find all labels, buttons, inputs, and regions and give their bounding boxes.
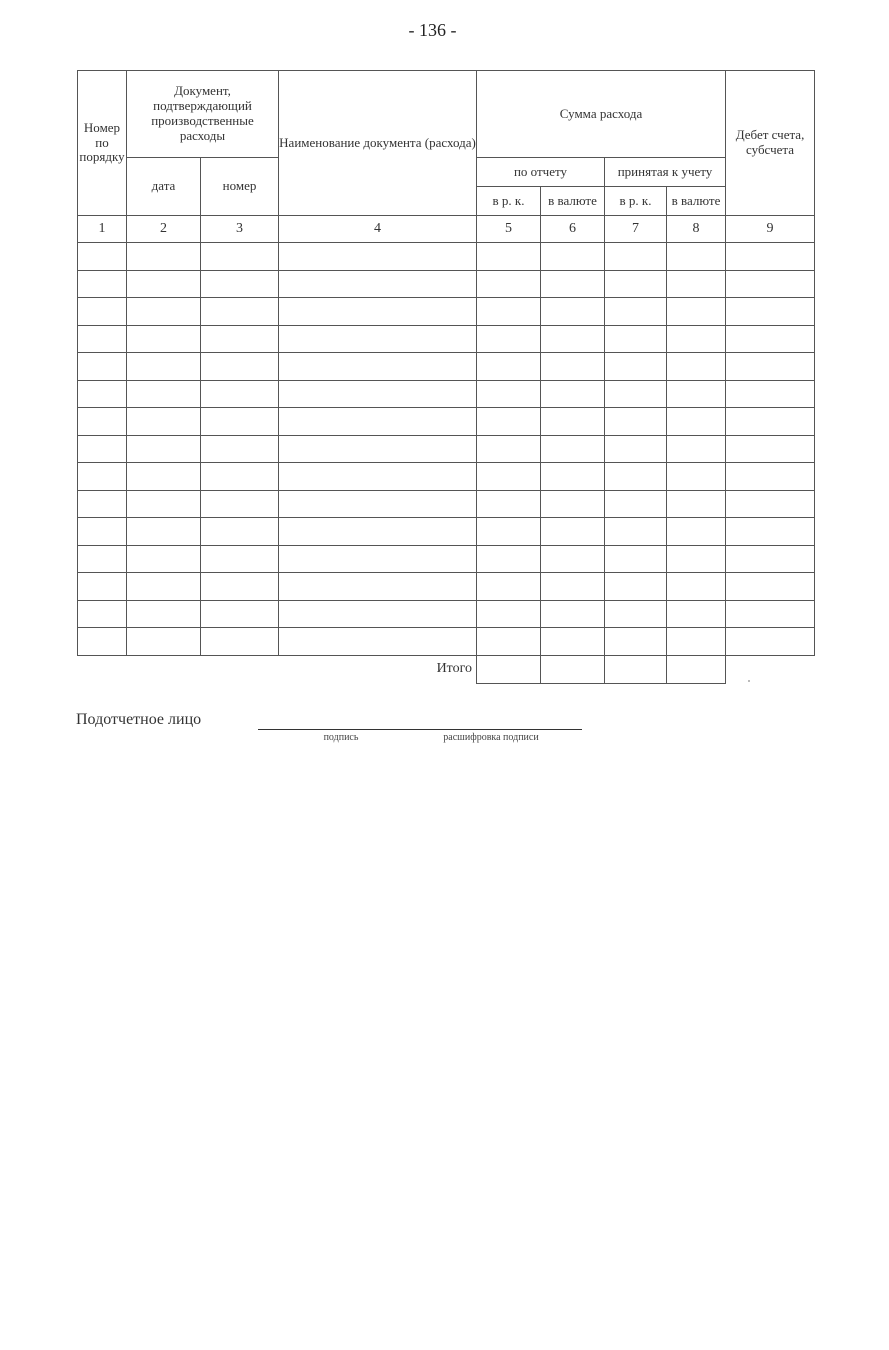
table-cell — [127, 380, 201, 408]
header-document-name: Наименование документа (расхода) — [279, 71, 477, 216]
header-row-number: Номер по порядку — [78, 71, 127, 216]
table-cell — [201, 353, 279, 381]
table-cell — [201, 270, 279, 298]
table-cell — [726, 325, 815, 353]
table-cell — [78, 380, 127, 408]
table-cell — [605, 298, 667, 326]
table-cell — [279, 600, 477, 628]
column-number: 1 — [78, 216, 127, 243]
table-row — [78, 573, 815, 601]
table-cell — [605, 545, 667, 573]
table-cell — [605, 408, 667, 436]
table-cell — [667, 270, 726, 298]
total-cell — [477, 655, 541, 683]
table-cell — [726, 518, 815, 546]
table-cell — [541, 270, 605, 298]
table-cell — [201, 545, 279, 573]
table-cell — [279, 353, 477, 381]
signature-decoding-line — [396, 729, 582, 730]
header-accepted: принятая к учету — [605, 158, 726, 187]
page-number: - 136 - — [408, 20, 457, 40]
table-cell — [605, 435, 667, 463]
table-cell — [127, 270, 201, 298]
table-cell — [477, 518, 541, 546]
table-cell — [667, 463, 726, 491]
table-cell — [279, 270, 477, 298]
table-cell — [279, 435, 477, 463]
table-cell — [726, 573, 815, 601]
table-cell — [78, 628, 127, 656]
header-date: дата — [127, 158, 201, 216]
table-cell — [667, 243, 726, 271]
table-cell — [541, 380, 605, 408]
table-cell — [726, 243, 815, 271]
table-cell — [541, 628, 605, 656]
table-cell — [541, 518, 605, 546]
table-cell — [279, 408, 477, 436]
table-cell — [279, 380, 477, 408]
column-number: 9 — [726, 216, 815, 243]
column-number: 6 — [541, 216, 605, 243]
table-cell — [726, 628, 815, 656]
table-cell — [667, 353, 726, 381]
table-cell — [541, 545, 605, 573]
table-cell — [605, 490, 667, 518]
table-cell — [541, 573, 605, 601]
column-number-row — [78, 216, 815, 243]
table-row — [78, 380, 815, 408]
table-cell — [477, 353, 541, 381]
header-by-report: по отчету — [477, 158, 605, 187]
signature-decoding-caption: расшифровка подписи — [443, 732, 539, 743]
table-cell — [127, 298, 201, 326]
table-cell — [477, 600, 541, 628]
header-document-group: Документ, подтверждающий производственные расходы — [127, 71, 279, 158]
table-cell — [201, 463, 279, 491]
table-cell — [667, 600, 726, 628]
table-cell — [78, 243, 127, 271]
table-row — [78, 325, 815, 353]
table-cell — [667, 518, 726, 546]
table-cell — [605, 573, 667, 601]
table-row — [78, 435, 815, 463]
table-cell — [667, 325, 726, 353]
table-cell — [78, 573, 127, 601]
table-cell — [541, 600, 605, 628]
table-cell — [477, 243, 541, 271]
table-cell — [477, 628, 541, 656]
table-cell — [605, 628, 667, 656]
expense-report-table — [77, 70, 815, 684]
table-cell — [127, 325, 201, 353]
table-cell — [201, 600, 279, 628]
table-cell — [726, 408, 815, 436]
table-cell — [477, 545, 541, 573]
table-cell — [541, 243, 605, 271]
table-cell — [201, 628, 279, 656]
table-row — [78, 243, 815, 271]
table-cell — [726, 435, 815, 463]
header-debit-account: Дебет счета, субсчета — [726, 71, 815, 216]
table-cell — [127, 463, 201, 491]
table-cell — [279, 463, 477, 491]
table-cell — [667, 628, 726, 656]
table-row — [78, 270, 815, 298]
table-cell — [726, 463, 815, 491]
table-cell — [605, 325, 667, 353]
signature-block — [76, 708, 636, 748]
total-cell — [605, 655, 667, 683]
table-cell — [127, 353, 201, 381]
table-cell — [726, 380, 815, 408]
table-cell — [127, 243, 201, 271]
table-cell — [201, 435, 279, 463]
table-cell — [477, 408, 541, 436]
table-cell — [477, 463, 541, 491]
table-cell — [667, 573, 726, 601]
table-cell — [201, 573, 279, 601]
total-empty-cell — [726, 655, 815, 683]
table-cell — [726, 270, 815, 298]
table-cell — [78, 408, 127, 436]
table-cell — [726, 353, 815, 381]
table-row — [78, 353, 815, 381]
table-row — [78, 490, 815, 518]
signature-label: Подотчетное лицо — [76, 711, 202, 728]
column-number: 4 — [279, 216, 477, 243]
table-row — [78, 600, 815, 628]
table-cell — [201, 408, 279, 436]
table-cell — [127, 518, 201, 546]
table-row — [78, 463, 815, 491]
table-row — [78, 545, 815, 573]
column-number: 7 — [605, 216, 667, 243]
table-cell — [78, 270, 127, 298]
table-cell — [127, 408, 201, 436]
table-cell — [541, 298, 605, 326]
column-number: 5 — [477, 216, 541, 243]
table-cell — [726, 490, 815, 518]
table-cell — [279, 490, 477, 518]
column-number: 3 — [201, 216, 279, 243]
total-cell — [541, 655, 605, 683]
header-currency-accepted: в валюте — [667, 187, 726, 216]
total-label: Итого — [436, 661, 472, 677]
table-cell — [477, 325, 541, 353]
header-currency-report: в валюте — [541, 187, 605, 216]
table-cell — [201, 325, 279, 353]
table-cell — [477, 573, 541, 601]
table-cell — [279, 243, 477, 271]
table-cell — [605, 243, 667, 271]
table-cell — [541, 325, 605, 353]
table-cell — [667, 408, 726, 436]
table-cell — [78, 435, 127, 463]
table-cell — [541, 408, 605, 436]
table-cell — [541, 435, 605, 463]
table-cell — [78, 353, 127, 381]
table-cell — [279, 298, 477, 326]
header-rk-accepted: в р. к. — [605, 187, 667, 216]
table-cell — [667, 380, 726, 408]
table-cell — [726, 545, 815, 573]
table-cell — [605, 600, 667, 628]
table-cell — [127, 600, 201, 628]
table-cell — [477, 435, 541, 463]
table-cell — [541, 353, 605, 381]
signature-caption: подпись — [323, 732, 359, 743]
table-cell — [726, 298, 815, 326]
table-cell — [78, 545, 127, 573]
table-row — [78, 628, 815, 656]
table-cell — [477, 380, 541, 408]
table-cell — [477, 490, 541, 518]
table-cell — [78, 600, 127, 628]
table-cell — [201, 518, 279, 546]
table-cell — [201, 490, 279, 518]
header-sum-group: Сумма расхода — [477, 71, 726, 158]
table-cell — [541, 490, 605, 518]
table-cell — [477, 270, 541, 298]
table-cell — [667, 435, 726, 463]
table-cell — [477, 298, 541, 326]
table-cell — [78, 298, 127, 326]
table-cell — [127, 628, 201, 656]
table-row — [78, 298, 815, 326]
table-cell — [78, 325, 127, 353]
table-cell — [201, 298, 279, 326]
table-row — [78, 518, 815, 546]
table-cell — [201, 380, 279, 408]
table-cell — [605, 518, 667, 546]
header-rk-report: в р. к. — [477, 187, 541, 216]
table-cell — [667, 298, 726, 326]
table-cell — [78, 490, 127, 518]
table-cell — [279, 628, 477, 656]
table-cell — [127, 545, 201, 573]
table-cell — [127, 435, 201, 463]
table-cell — [667, 490, 726, 518]
total-row — [78, 655, 815, 683]
table-cell — [279, 573, 477, 601]
table-cell — [726, 600, 815, 628]
table-cell — [605, 463, 667, 491]
table-cell — [605, 270, 667, 298]
column-number: 8 — [667, 216, 726, 243]
table-cell — [605, 380, 667, 408]
table-cell — [667, 545, 726, 573]
signature-line — [258, 729, 418, 730]
table-cell — [279, 518, 477, 546]
table-row — [78, 408, 815, 436]
table-cell — [605, 353, 667, 381]
table-cell — [78, 463, 127, 491]
table-cell — [541, 463, 605, 491]
table-cell — [78, 518, 127, 546]
table-cell — [279, 325, 477, 353]
table-cell — [279, 545, 477, 573]
table-cell — [201, 243, 279, 271]
column-number: 2 — [127, 216, 201, 243]
total-cell — [667, 655, 726, 683]
table-cell — [127, 490, 201, 518]
scan-speck — [748, 680, 750, 682]
header-number: номер — [201, 158, 279, 216]
table-cell — [127, 573, 201, 601]
